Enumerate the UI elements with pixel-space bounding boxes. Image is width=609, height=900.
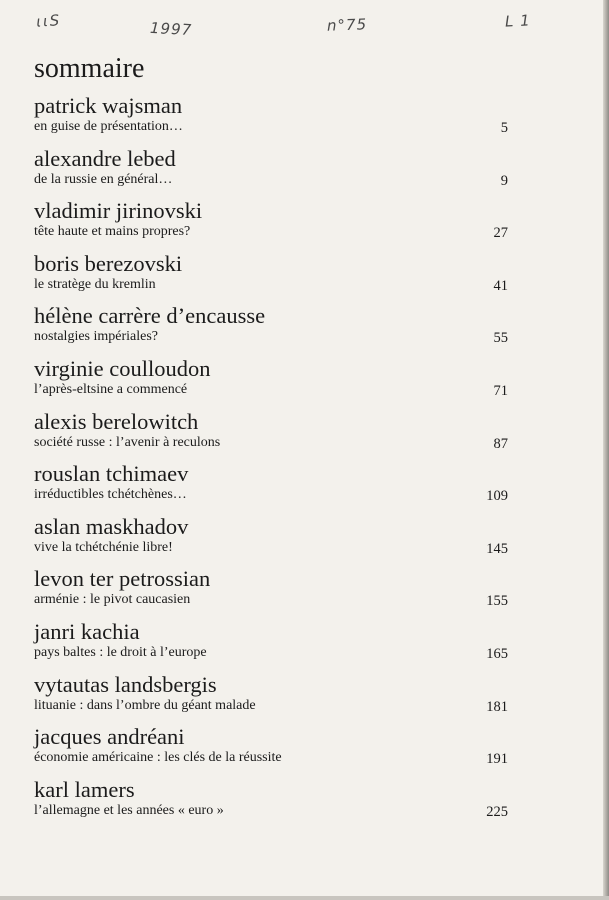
handwritten-note: n°75 — [326, 15, 368, 35]
toc-entry — [34, 619, 508, 672]
entry-author: aslan maskhadov — [34, 513, 189, 539]
entry-page-number: 55 — [493, 330, 508, 347]
entry-page-number: 87 — [493, 435, 508, 452]
entry-page-number: 71 — [493, 382, 508, 399]
entry-author: boris berezovski — [34, 250, 183, 276]
entry-title: arménie : le pivot caucasien — [34, 592, 191, 608]
entry-title: tête haute et mains propres? — [34, 224, 191, 240]
entry-title: lituanie : dans l’ombre du géant malade — [34, 697, 256, 713]
toc-entry — [34, 566, 508, 619]
toc-entry — [34, 724, 508, 777]
handwritten-note: L 1 — [504, 11, 532, 31]
entry-title: nostalgies impériales? — [34, 329, 159, 345]
entry-title: économie américaine : les clés de la réussite — [34, 750, 282, 766]
entry-author: rouslan tchimaev — [34, 461, 189, 487]
entry-author: alexis berelowitch — [34, 408, 199, 434]
entry-page-number: 41 — [493, 277, 508, 294]
entry-page-number: 191 — [486, 751, 508, 768]
entry-title: société russe : l’avenir à reculons — [34, 434, 221, 450]
entry-page-number: 181 — [486, 698, 508, 715]
toc-entry — [34, 514, 508, 567]
entry-title: vive la tchétchénie libre! — [34, 539, 173, 555]
entry-title: de la russie en général… — [34, 171, 173, 187]
entry-page-number: 27 — [493, 225, 508, 242]
handwritten-annotations — [0, 10, 600, 40]
entry-page-number: 145 — [486, 540, 508, 557]
page-title: sommaire — [34, 53, 145, 84]
entry-author: vladimir jirinovski — [34, 198, 203, 224]
entry-page-number: 5 — [500, 120, 508, 136]
entry-title: en guise de présentation… — [34, 119, 183, 134]
entry-author: karl lamers — [34, 776, 135, 802]
entry-page-number: 155 — [486, 593, 508, 610]
toc-entry — [34, 777, 508, 830]
toc-entry — [34, 461, 508, 514]
page-bottom-edge — [0, 896, 609, 900]
toc-entry — [34, 146, 508, 199]
entry-author: alexandre lebed — [34, 145, 176, 171]
entry-author: levon ter petrossian — [34, 566, 211, 592]
toc-entry — [34, 251, 508, 304]
entry-page-number: 225 — [486, 803, 508, 820]
toc-entry — [34, 198, 508, 251]
entry-author: hélène carrère d’encausse — [34, 303, 266, 329]
toc-entry — [34, 672, 508, 725]
entry-author: patrick wajsman — [34, 93, 183, 118]
page-edge — [603, 0, 609, 900]
handwritten-note: ɩɩS — [35, 11, 61, 31]
entry-title: irréductibles tchétchènes… — [34, 487, 187, 503]
entry-author: jacques andréani — [34, 724, 185, 750]
entry-page-number: 165 — [486, 645, 508, 662]
entry-title: l’allemagne et les années « euro » — [34, 802, 224, 818]
entry-title: pays baltes : le droit à l’europe — [34, 644, 207, 660]
entry-page-number: 9 — [500, 172, 508, 189]
toc-entry — [34, 303, 508, 356]
table-of-contents — [34, 93, 508, 829]
entry-page-number: 109 — [486, 488, 508, 505]
handwritten-note: 1997 — [149, 18, 193, 40]
toc-entry — [34, 409, 508, 462]
toc-entry — [34, 93, 508, 146]
entry-title: l’après-eltsine a commencé — [34, 381, 188, 397]
entry-author: janri kachia — [34, 618, 140, 644]
toc-entry — [34, 356, 508, 409]
entry-author: vytautas landsbergis — [34, 671, 217, 697]
entry-title: le stratège du kremlin — [34, 276, 156, 292]
entry-author: virginie coulloudon — [34, 355, 211, 381]
